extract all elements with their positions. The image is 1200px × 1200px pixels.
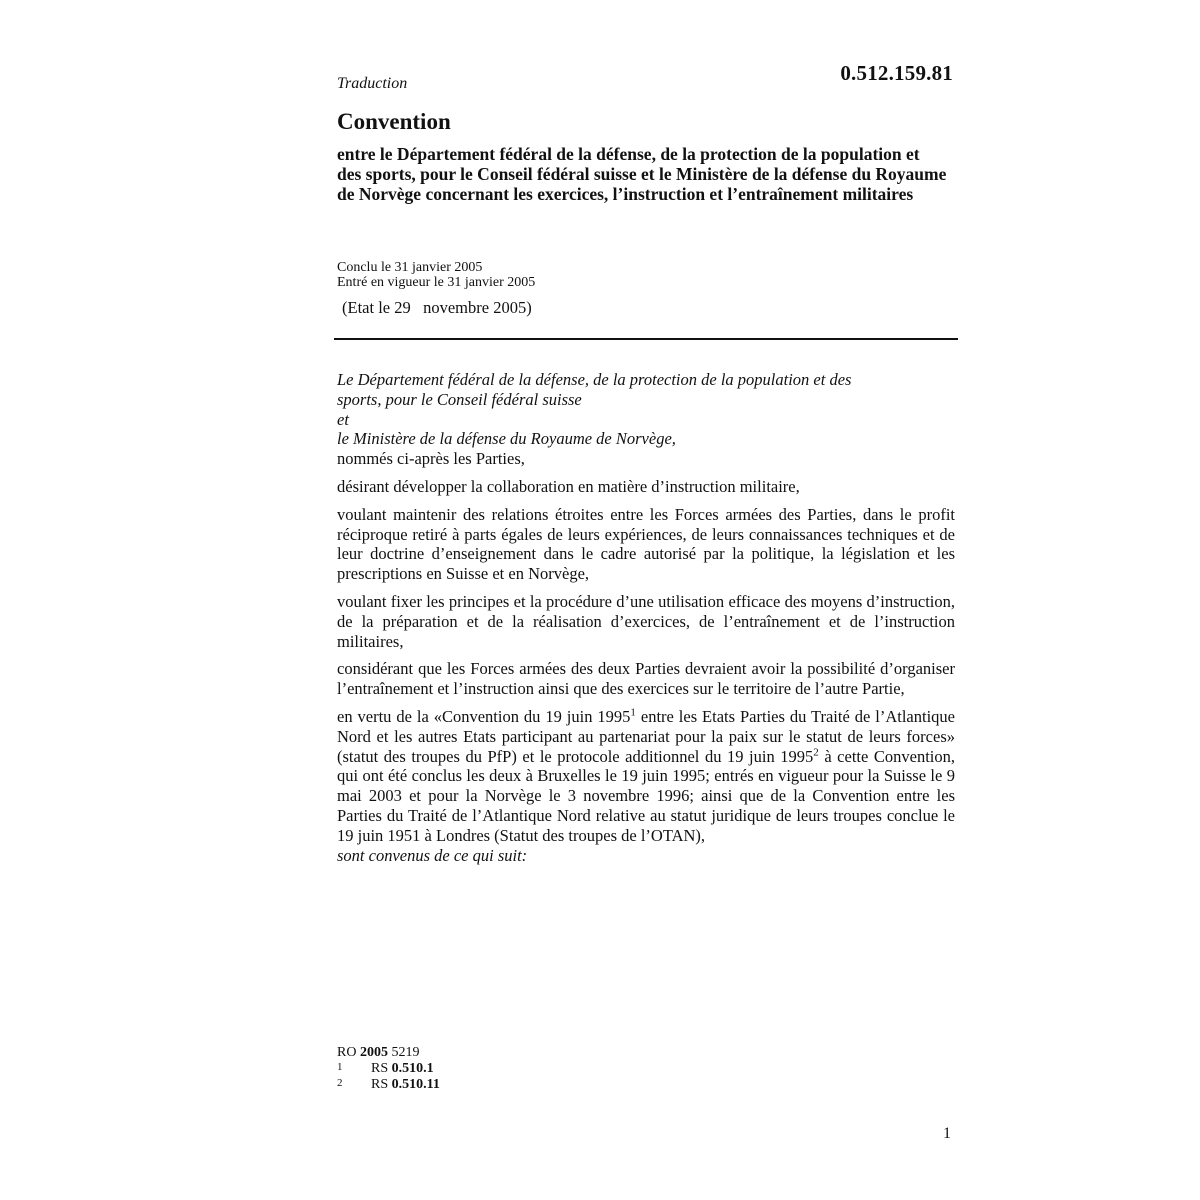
concluded-date: Conclu le 31 janvier 2005 [337, 260, 483, 275]
header-divider [334, 338, 958, 340]
translation-label: Traduction [337, 75, 408, 92]
parties-definition: nommés ci-après les Parties, [337, 449, 525, 469]
closing-formula: sont convenus de ce qui suit: [337, 845, 528, 865]
ro-page: 5219 [387, 1045, 420, 1060]
ro-prefix: RO [337, 1045, 360, 1060]
footnote-prefix: RS [371, 1077, 392, 1092]
paragraph-5-part-b: entre les Etats Parties du Traité de l’Atlantique Nord et les autres Etats participant au partenariat pour la paix sur le statut de leurs forces» (statut des troupes du PfP) et le protocole additionnel du 19 juin 1995 [337, 706, 955, 766]
sr-number: 0.512.159.81 [840, 61, 953, 85]
footnote-ref: 0.510.11 [391, 1077, 440, 1092]
document-title: Convention [337, 109, 451, 134]
preamble-paragraph-1: désirant développer la collaboration en matière d’instruction militaire, [337, 476, 800, 496]
preamble-paragraph-4: considérant que les Forces armées des deux Parties devraient avoir la possibilité d’organiser l’entraînement et l’instruction ainsi que des exercices sur le territoire de l’autre Partie, [337, 659, 955, 699]
footnote-number: 1 [337, 1061, 343, 1073]
preamble-paragraph-2: voulant maintenir des relations étroites entre les Forces armées des Parties, dans le profit réciproque retiré à parts égales de leurs expériences, de leurs connaissances techniques et de leur doctrine d’enseignement dans le cadre autorisé par la politique, la législation et les prescriptions en Suisse et en Norvège, [337, 504, 955, 584]
footnote-prefix: RS [371, 1061, 392, 1076]
ro-year: 2005 [359, 1045, 388, 1060]
footnotes [337, 1045, 440, 1093]
footnote-ref-2[interactable]: 2 [813, 746, 819, 759]
party-two: le Ministère de la défense du Royaume de Norvège, [337, 429, 676, 449]
page-number: 1 [943, 1125, 951, 1142]
preamble [337, 370, 955, 865]
paragraph-5-part-a: en vertu de la «Convention du 19 juin 1995 [337, 706, 631, 726]
footnote-ref: 0.510.1 [391, 1061, 434, 1076]
in-force-date: Entré en vigueur le 31 janvier 2005 [337, 275, 536, 290]
preamble-paragraph-3: voulant fixer les principes et la procédure d’une utilisation efficace des moyens d’instruction, de la préparation et de la réalisation d’exercices, de l’entraînement et de l’instruction militaires, [337, 591, 955, 651]
status-date: (Etat le 29 novembre 2005) [342, 298, 532, 317]
footnote-2 [337, 1077, 440, 1093]
preamble-paragraph-5 [337, 707, 955, 846]
party-one: Le Département fédéral de la défense, de la protection de la population et des sports, pour le Conseil fédéral suisse [337, 370, 852, 409]
dates-block [337, 260, 535, 290]
paragraph-5-part-c: à cette Convention, qui ont été conclus les deux à Bruxelles le 19 juin 1995; entrés en vigueur pour la Suisse le 9 mai 2003 et pour la Norvège le 3 novembre 1996; ainsi que de la Convention entre les Parties du Traité de l’Atlantique Nord relative au statut juridique de leurs troupes conclue le 19 juin 1951 à Londres (Statut des troupes de l’OTAN), [337, 746, 955, 845]
footnote-number: 2 [337, 1077, 343, 1089]
conjunction: et [337, 409, 349, 429]
document-subtitle: entre le Département fédéral de la défense, de la protection de la population et des sports, pour le Conseil fédéral suisse et le Ministère de la défense du Royaume de Norvège concernant les exercices, l’instruction et l’entraînement militaires [337, 144, 947, 204]
footnote-ref-1[interactable]: 1 [630, 706, 636, 719]
